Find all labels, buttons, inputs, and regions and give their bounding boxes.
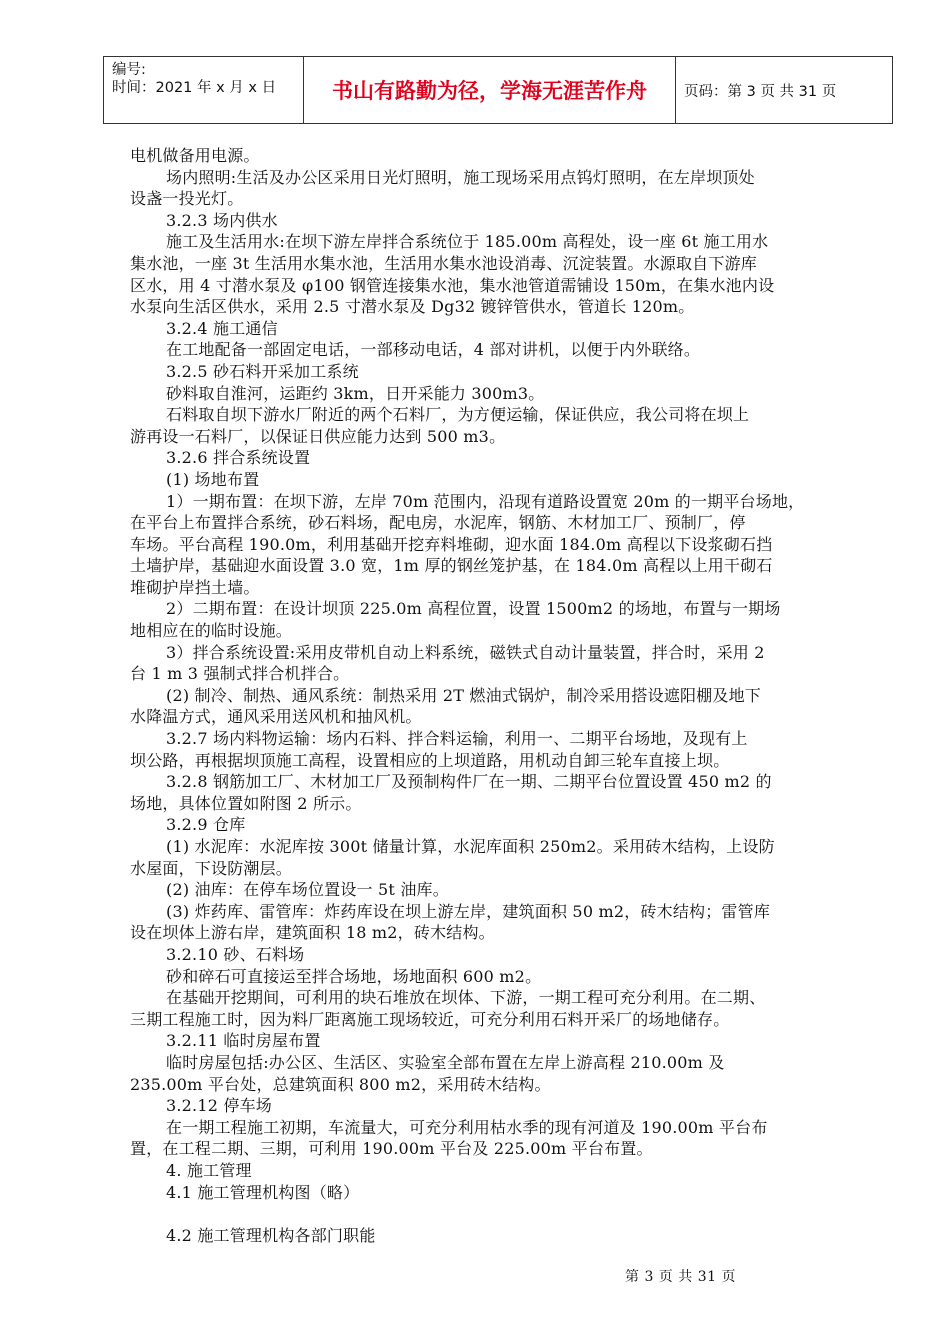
body-line: 3.2.9 仓库 — [166, 815, 246, 835]
body-line: 4. 施工管理 — [166, 1160, 252, 1180]
body-line: 三期工程施工时，因为料厂距离施工现场较近，可充分利用石料开采厂的场地储存。 — [130, 1009, 730, 1029]
page-header — [103, 56, 893, 124]
header-page-label: 页码：第 3 页 共 31 页 — [684, 83, 837, 100]
body-line: 水降温方式，通风采用送风机和抽风机。 — [130, 707, 422, 727]
body-line: 施工及生活用水:在坝下游左岸拌合系统位于 185.00m 高程处，设一座 6t 施工用水 — [166, 232, 769, 252]
document-body — [130, 145, 890, 1247]
body-line: (3) 炸药库、雷管库：炸药库设在坝上游左岸，建筑面积 50 m2，砖木结构；雷管库 — [166, 901, 771, 921]
body-line: 3）拌合系统设置:采用皮带机自动上料系统，磁铁式自动计量装置，拌合时，采用 2 — [166, 642, 765, 662]
body-line: 2）二期布置：在设计坝顶 225.0m 高程位置，设置 1500m2 的场地，布置与一期场 — [166, 599, 781, 619]
document-time-label: 时间：2021 年 x 月 x 日 — [112, 80, 277, 96]
body-line: 3.2.4 施工通信 — [166, 318, 278, 338]
body-line: 4.1 施工管理机构图（略） — [166, 1182, 360, 1202]
body-line: 台 1 m 3 强制式拌合机拌合。 — [130, 664, 350, 684]
body-line: 235.00m 平台处，总建筑面积 800 m2，采用砖木结构。 — [130, 1074, 551, 1094]
body-line: 3.2.6 拌合系统设置 — [166, 448, 311, 468]
body-line: 1）一期布置：在坝下游，左岸 70m 范围内，沿现有道路设置宽 20m 的一期平台场地， — [166, 491, 805, 511]
body-line: 集水池，一座 3t 生活用水集水池，生活用水集水池设消毒、沉淀装置。水源取自下游库 — [130, 253, 757, 273]
page-footer: 第 3 页 共 31 页 — [625, 1269, 736, 1285]
body-line: (1) 水泥库：水泥库按 300t 储量计算，水泥库面积 250m2。采用砖木结构，上设防 — [166, 837, 775, 856]
body-line: 在基础开挖期间，可利用的块石堆放在坝体、下游，一期工程可充分利用。在二期、 — [166, 988, 766, 1008]
body-line: 3.2.5 砂石料开采加工系统 — [166, 361, 359, 381]
body-line: 3.2.7 场内料物运输：场内石料、拌合料运输，利用一、二期平台场地，及现有上 — [166, 729, 748, 749]
body-line: 石料取自坝下游水厂附近的两个石料厂，为方便运输，保证供应，我公司将在坝上 — [166, 405, 750, 425]
body-line: 3.2.3 场内供水 — [166, 210, 278, 230]
body-line: 砂料取自淮河，运距约 3km，日开采能力 300m3。 — [166, 383, 545, 403]
body-line: 水泵向生活区供水，采用 2.5 寸潜水泵及 Dg32 镀锌管供水，管道长 120m。 — [130, 297, 695, 317]
body-line: (2) 制冷、制热、通风系统：制热采用 2T 燃油式锅炉，制冷采用搭设遮阳棚及地下 — [166, 685, 761, 705]
body-line: (2) 油库：在停车场位置设一 5t 油库。 — [166, 880, 449, 900]
body-line: 3.2.12 停车场 — [166, 1096, 272, 1116]
body-line: 临时房屋包括:办公区、生活区、实验室全部布置在左岸上游高程 210.00m 及 — [166, 1052, 725, 1072]
body-line: 在一期工程施工初期，车流量大，可充分利用枯水季的现有河道及 190.00m 平台布 — [166, 1117, 768, 1137]
header-meta — [104, 57, 304, 123]
body-line: 在工地配备一部固定电话，一部移动电话，4 部对讲机，以便于内外联络。 — [166, 340, 701, 360]
body-line: 电机做备用电源。 — [130, 146, 260, 165]
body-line: (1) 场地布置 — [166, 469, 260, 489]
body-line: 区水，用 4 寸潜水泵及 φ100 钢管连接集水池，集水池管道需铺设 150m，在集水池内设 — [130, 275, 775, 295]
document-number-label: 编号: — [112, 62, 146, 78]
body-line: 场内照明:生活及办公区采用日光灯照明，施工现场采用点钨灯照明，在左岸坝顶处 — [166, 167, 755, 187]
body-line: 场地，具体位置如附图 2 所示。 — [130, 793, 362, 813]
body-line: 在平台上布置拌合系统，砂石料场，配电房，水泥库，钢筋、木材加工厂、预制厂，停 — [130, 513, 746, 533]
body-line: 置，在工程二期、三期，可利用 190.00m 平台及 225.00m 平台布置。 — [130, 1139, 653, 1159]
body-line: 土墙护岸，基础迎水面设置 3.0 宽，1m 厚的钢丝笼护基，在 184.0m 高程以上用干砌石 — [130, 556, 773, 576]
body-line: 3.2.8 钢筋加工厂、木材加工厂及预制构件厂在一期、二期平台位置设置 450 m2 的 — [166, 772, 772, 792]
body-line: 3.2.10 砂、石料场 — [166, 944, 305, 964]
body-line: 坝公路，再根据坝顶施工高程，设置相应的上坝道路，用机动自卸三轮车直接上坝。 — [130, 750, 730, 770]
body-line: 设盏一投光灯。 — [130, 189, 244, 209]
body-line: 游再设一石料厂，以保证日供应能力达到 500 m3。 — [130, 426, 506, 446]
body-line: 地相应在的临时设施。 — [130, 621, 293, 641]
body-line: 4.2 施工管理机构各部门职能 — [166, 1226, 376, 1246]
header-motto: 书山有路勤为径，学海无涯苦作舟 — [304, 57, 676, 123]
body-line: 水屋面，下设防潮层。 — [130, 858, 293, 878]
body-line: 堆砌护岸挡土墙。 — [130, 577, 260, 597]
body-line: 3.2.11 临时房屋布置 — [166, 1031, 321, 1051]
body-line: 砂和碎石可直接运至拌合场地，场地面积 600 m2。 — [166, 966, 542, 986]
body-line: 车场。平台高程 190.0m，利用基础开挖弃料堆砌，迎水面 184.0m 高程以下设浆砌石挡 — [130, 534, 773, 554]
body-line: 设在坝体上游右岸，建筑面积 18 m2，砖木结构。 — [130, 923, 495, 943]
